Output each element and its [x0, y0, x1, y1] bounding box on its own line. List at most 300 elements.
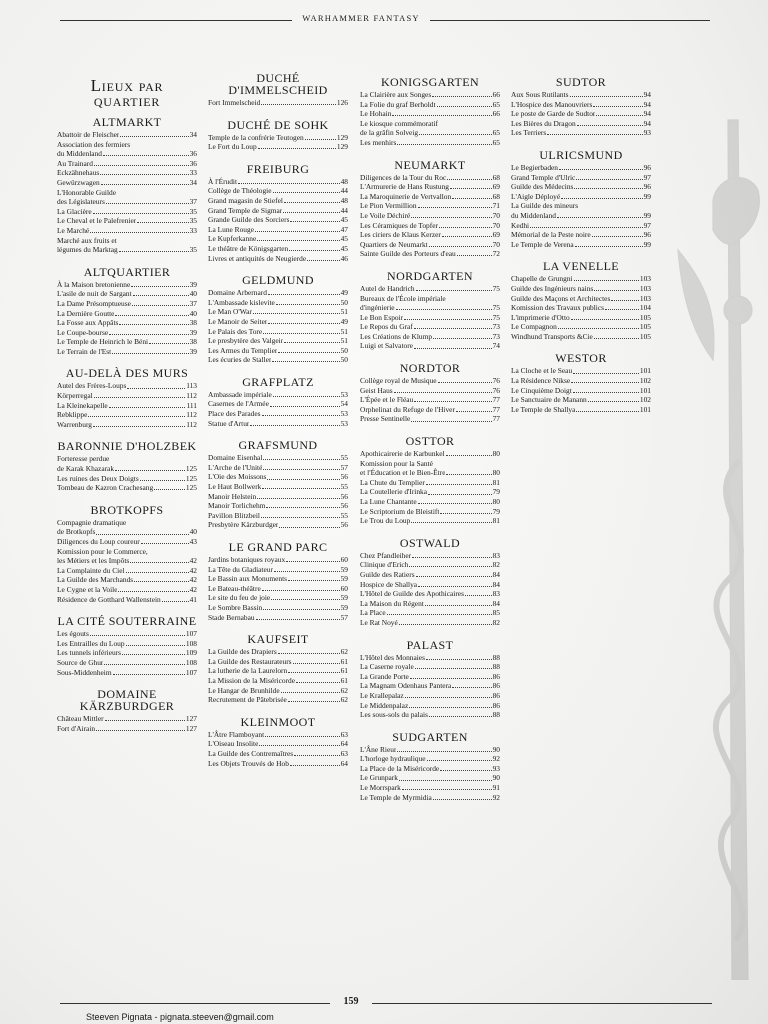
index-entry	[57, 518, 197, 528]
dot-leader	[267, 479, 339, 480]
entry-name: La lutherie de la Laurelorn	[208, 666, 288, 676]
column-2	[208, 72, 348, 779]
entry-name: Grand Temple d'Ulric	[511, 172, 576, 182]
dot-leader	[561, 198, 642, 199]
dot-leader	[392, 115, 491, 116]
entry-name: Place des Parades	[208, 409, 261, 419]
entry-page: 94	[643, 99, 651, 109]
dot-leader	[530, 227, 643, 228]
index-entry	[208, 186, 348, 196]
index-entry	[511, 173, 651, 183]
dot-leader	[115, 315, 188, 316]
entry-name: Autel des Frères-Loups	[57, 381, 127, 391]
index-entry	[57, 140, 197, 150]
dot-leader	[288, 672, 339, 673]
district-section	[57, 504, 197, 604]
entry-name: Résidence de Gotthard Wallenstein	[57, 594, 161, 604]
entry-page: 35	[189, 216, 197, 226]
entry-name: Le Cheval et le Palefrenier	[57, 216, 137, 226]
entry-name: Le Sombre Bassin	[208, 602, 263, 612]
entry-name: Le presbytère des Valgeir	[208, 336, 284, 346]
index-entry	[511, 322, 651, 332]
index-entry	[57, 289, 197, 299]
index-entry	[511, 366, 651, 376]
index-entry	[511, 274, 651, 284]
district-section	[511, 352, 651, 414]
district-heading: NORDTOR	[399, 361, 461, 376]
dot-leader	[402, 789, 492, 790]
entry-name: La Complainte du Ciel	[57, 565, 125, 575]
entry-page: 60	[340, 583, 348, 593]
dot-leader	[290, 765, 340, 766]
dot-leader	[411, 421, 491, 422]
index-entry	[360, 487, 500, 497]
entry-name: Au Trainard	[57, 158, 93, 168]
index-entry	[57, 381, 197, 391]
dot-leader	[570, 96, 643, 97]
index-entry	[208, 511, 348, 521]
index-entry	[360, 662, 500, 672]
district-heading: OSTTOR	[405, 434, 455, 449]
dot-leader	[257, 240, 339, 241]
dot-leader	[263, 609, 339, 610]
index-entry	[57, 575, 197, 585]
index-entry	[360, 230, 500, 240]
entry-page: 99	[643, 210, 651, 220]
entry-name: Livres et antiquités de Neugierde	[208, 253, 307, 263]
index-entry	[57, 556, 197, 566]
index-entry	[57, 236, 197, 246]
dot-leader	[262, 488, 339, 489]
dot-leader	[259, 745, 339, 746]
index-entry	[360, 449, 500, 459]
entry-name: La Guilde des Drapiers	[208, 647, 277, 657]
serpent-coil	[716, 460, 743, 940]
entry-name: L'Armurerie de Hans Rustung	[360, 182, 449, 192]
entry-name: La Dame Présomptueuse	[57, 298, 131, 308]
entry-name: Grand Temple de Sigmar	[208, 205, 283, 215]
entry-page: 49	[340, 316, 348, 326]
index-entry	[360, 90, 500, 100]
district-section	[208, 716, 348, 768]
dot-leader	[414, 401, 491, 402]
index-entry	[360, 468, 500, 478]
entry-page: 105	[639, 322, 651, 332]
entry-page: 42	[189, 584, 197, 594]
dot-leader	[574, 280, 639, 281]
entry-page: 88	[492, 662, 500, 672]
column-4	[511, 76, 651, 425]
entry-page: 51	[340, 307, 348, 317]
dot-leader	[263, 469, 339, 470]
entry-page: 77	[492, 395, 500, 405]
entry-page: 45	[340, 243, 348, 253]
dot-leader	[103, 155, 189, 156]
entry-page: 63	[340, 729, 348, 739]
entry-name: L'Ambassade kislevite	[208, 297, 275, 307]
entry-page: 69	[492, 230, 500, 240]
entry-page: 33	[189, 168, 197, 178]
entry-page: 33	[189, 225, 197, 235]
entry-page: 42	[189, 565, 197, 575]
entry-page: 105	[639, 312, 651, 322]
index-entry	[208, 307, 348, 317]
district-section	[208, 541, 348, 622]
dot-leader	[397, 751, 491, 752]
dot-leader	[307, 260, 340, 261]
index-entry	[208, 336, 348, 346]
index-entry	[511, 201, 651, 211]
dot-leader	[286, 561, 339, 562]
entry-page: 96	[643, 182, 651, 192]
entry-page: 83	[492, 550, 500, 560]
entry-name: Forteresse perdue	[57, 454, 110, 464]
entry-name: Le kiosque commémoratif	[360, 118, 438, 128]
entry-page: 50	[340, 355, 348, 365]
index-entry	[208, 676, 348, 686]
dot-leader	[456, 411, 492, 412]
entry-name: Diligences de la Tour du Roc	[360, 172, 447, 182]
index-entry	[208, 453, 348, 463]
district-heading: KAUFSEIT	[247, 632, 309, 647]
index-entry	[360, 497, 500, 507]
entry-name: de la grâfin Solveig	[360, 128, 419, 138]
index-entry	[57, 410, 197, 420]
entry-name: Eckzähnehaus	[57, 168, 100, 178]
district-heading: BROTKOPFS	[90, 502, 164, 517]
index-entry	[57, 299, 197, 309]
illustration-art	[678, 120, 759, 980]
entry-page: 93	[492, 763, 500, 773]
index-entry	[208, 492, 348, 502]
index-entry	[360, 109, 500, 119]
entry-name: Warrenburg	[57, 419, 92, 429]
index-entry	[360, 395, 500, 405]
entry-page: 59	[340, 574, 348, 584]
entry-page: 61	[340, 656, 348, 666]
index-entry	[360, 516, 500, 526]
district-section	[360, 731, 500, 803]
footer-rule-left	[60, 1003, 330, 1004]
index-entry	[57, 149, 197, 159]
entry-name: Le Krallepalaz	[360, 690, 404, 700]
entry-name: d'ingénierie	[360, 303, 395, 313]
entry-page: 97	[643, 172, 651, 182]
entry-name: Manoir Helstein	[208, 491, 257, 501]
index-entry	[57, 168, 197, 178]
entry-name: La Fosse aux Appâts	[57, 318, 119, 328]
entry-page: 38	[189, 318, 197, 328]
dot-leader	[271, 599, 339, 600]
entry-page: 41	[189, 594, 197, 604]
entry-name: Gewürzwagen	[57, 177, 100, 187]
index-entry	[208, 133, 348, 143]
entry-page: 73	[492, 322, 500, 332]
index-entry	[57, 159, 197, 169]
index-entry	[57, 318, 197, 328]
dot-leader	[126, 572, 189, 573]
index-entry	[360, 570, 500, 580]
index-entry	[511, 128, 651, 138]
entry-page: 62	[340, 695, 348, 705]
entry-page: 82	[492, 617, 500, 627]
dot-leader	[100, 174, 188, 175]
entry-name: La Cloche et le Seau	[511, 366, 573, 376]
dot-leader	[272, 361, 339, 362]
entry-page: 99	[643, 239, 651, 249]
entry-page: 82	[492, 560, 500, 570]
entry-page: 125	[185, 473, 197, 483]
entry-page: 57	[340, 612, 348, 622]
entry-name: Le Sanctuaire de Manann	[511, 395, 587, 405]
district-heading: DUCHÉ DE SOHK	[227, 117, 329, 132]
dot-leader	[283, 212, 339, 213]
entry-page: 60	[340, 555, 348, 564]
dot-leader	[399, 624, 492, 625]
entry-page: 72	[492, 249, 500, 259]
district-heading: OSTWALD	[399, 535, 461, 550]
entry-name: Les Créations de Klump	[360, 331, 433, 341]
entry-page: 65	[492, 137, 500, 147]
entry-name: L'Hôtel de Guilde des Apothicaires	[360, 589, 464, 599]
district-section	[57, 266, 197, 357]
dot-leader	[263, 333, 339, 334]
entry-page: 79	[492, 506, 500, 516]
dot-leader	[262, 415, 340, 416]
entry-name: les Métiers et les Impôts	[57, 556, 130, 566]
dot-leader	[588, 401, 639, 402]
index-entry	[208, 177, 348, 187]
index-entry	[208, 666, 348, 676]
index-entry	[360, 793, 500, 803]
entry-page: 101	[639, 366, 651, 376]
dot-leader	[439, 227, 492, 228]
dot-leader	[127, 388, 185, 389]
entry-name: La Lune Rouge	[208, 224, 254, 234]
entry-name: Le Grunpark	[360, 773, 398, 783]
entry-name: Les Entrailles du Loup	[57, 638, 125, 648]
district-section	[511, 149, 651, 249]
district-section	[208, 439, 348, 530]
index-entry	[511, 376, 651, 386]
index-entry	[208, 555, 348, 565]
dot-leader	[293, 663, 340, 664]
entry-name: L'Hospice des Manouvriers	[511, 99, 593, 109]
dot-leader	[268, 323, 339, 324]
entry-page: 70	[492, 239, 500, 249]
entry-page: 57	[340, 462, 348, 472]
entry-page: 68	[492, 172, 500, 182]
dot-leader	[276, 304, 340, 305]
district-heading: FREIBURG	[246, 161, 310, 176]
index-entry	[57, 420, 197, 430]
index-entry	[208, 730, 348, 740]
column-3-sections	[360, 76, 500, 802]
dot-leader	[576, 411, 639, 412]
index-entry	[208, 346, 348, 356]
index-entry	[57, 595, 197, 605]
district-section	[208, 163, 348, 263]
dot-leader	[289, 250, 339, 251]
index-entry	[208, 142, 348, 152]
index-entry	[360, 589, 500, 599]
dot-leader	[426, 484, 492, 485]
entry-page: 99	[643, 191, 651, 201]
entry-page: 112	[186, 410, 197, 420]
dot-leader	[394, 392, 492, 393]
entry-name: La Kleinekapelle	[57, 400, 108, 410]
entry-page: 103	[639, 274, 651, 284]
entry-page: 80	[492, 449, 500, 459]
index-entry	[57, 207, 197, 217]
district-section	[511, 76, 651, 138]
dot-leader	[296, 682, 340, 683]
index-entry	[360, 745, 500, 755]
entry-name: du Middenland	[57, 149, 102, 159]
entry-name: Collège de Théologie	[208, 186, 272, 196]
entry-name: Grande Guilde des Sorciers	[208, 215, 290, 225]
index-entry	[208, 463, 348, 473]
entry-name: L'horloge hydraulique	[360, 754, 426, 764]
entry-name: L'Aigle Déployé	[511, 191, 561, 201]
district-heading: ULRICSMUND	[539, 147, 623, 162]
dot-leader	[281, 692, 340, 693]
entry-name: Casernes de l'Armée	[208, 399, 269, 409]
entry-name: Guilde des Médecins	[511, 182, 574, 192]
index-entry	[360, 211, 500, 221]
entry-name: Le Hangar de Brunhilde	[208, 685, 280, 695]
entry-page: 86	[492, 700, 500, 710]
entry-page: 64	[340, 758, 348, 768]
entry-name: La Glacière	[57, 206, 92, 216]
dot-leader	[432, 96, 491, 97]
entry-name: La Guilde des mineurs	[511, 201, 579, 211]
entry-name: La Maison du Régent	[360, 598, 424, 608]
running-header	[0, 8, 768, 36]
dot-leader	[274, 571, 340, 572]
index-entry	[360, 332, 500, 342]
dot-leader	[137, 222, 188, 223]
entry-name: La Tête du Gladiateur	[208, 564, 273, 574]
dot-leader	[438, 382, 492, 383]
entry-name: Apothicairerie de Karbunkel	[360, 449, 445, 459]
index-entry	[57, 337, 197, 347]
entry-page: 47	[340, 224, 348, 234]
entry-name: Pavillon Blitzbeil	[208, 510, 260, 520]
district-heading: LA VENELLE	[542, 259, 620, 274]
index-entry	[208, 657, 348, 667]
entry-name: La Coutellerie d'Irinka	[360, 487, 427, 497]
dot-leader	[268, 294, 340, 295]
entry-name: Le Cygne et la Voile	[57, 584, 118, 594]
entry-page: 103	[639, 293, 651, 303]
index-entry	[208, 759, 348, 769]
entry-page: 79	[492, 487, 500, 497]
page-title	[57, 78, 197, 108]
entry-name: L'Hôtel des Monnaies	[360, 652, 425, 662]
dot-leader	[262, 590, 340, 591]
index-entry	[208, 98, 348, 108]
entry-name: Abattoir de Fleischer	[57, 130, 120, 139]
dot-leader	[412, 557, 492, 558]
entry-name: La Guilde des Marchands	[57, 575, 134, 585]
entry-name: du Middenland	[511, 210, 556, 220]
entry-page: 88	[492, 710, 500, 720]
entry-name: Rebklippe	[57, 410, 88, 420]
entry-page: 129	[336, 142, 348, 152]
index-entry	[511, 386, 651, 396]
dot-leader	[250, 425, 339, 426]
entry-page: 61	[340, 675, 348, 685]
entry-name: Chapelle de Grungni	[511, 274, 573, 284]
dot-leader	[418, 207, 492, 208]
index-entry	[208, 390, 348, 400]
dot-leader	[288, 701, 340, 702]
entry-name: La Place de la Miséricorde	[360, 763, 440, 773]
district-section	[57, 615, 197, 677]
index-entry	[360, 173, 500, 183]
entry-name: Tombeau de Kazron Crachesang	[57, 483, 154, 493]
entry-name: Les égouts	[57, 629, 89, 639]
entry-name: La Guilde des Contremaîtres	[208, 748, 294, 758]
entry-page: 55	[340, 482, 348, 492]
entry-name: Le Scriptorium de Bleistift	[360, 506, 440, 516]
index-entry	[360, 754, 500, 764]
dot-leader	[433, 338, 492, 339]
entry-page: 62	[340, 647, 348, 657]
entry-name: La Lune Chantante	[360, 497, 417, 506]
entry-page: 61	[340, 666, 348, 676]
credit-line: Steeven Pignata - pignata.steeven@gmail.com	[86, 1012, 274, 1022]
entry-name: Source de Ghur	[57, 657, 104, 667]
entry-name: Le Bassin aux Monuments	[208, 574, 288, 584]
entry-page: 101	[639, 385, 651, 395]
entry-name: des Législateurs	[57, 197, 105, 207]
entry-name: Jardins botaniques royaux	[208, 555, 286, 564]
entry-name: La Résidence Nikse	[511, 376, 571, 386]
dot-leader	[428, 494, 492, 495]
dot-leader	[305, 139, 336, 140]
index-entry	[57, 309, 197, 319]
entry-name: Marché aux fruits et	[57, 235, 117, 245]
entry-page: 48	[340, 176, 348, 186]
dot-leader	[126, 645, 185, 646]
index-entry	[511, 313, 651, 323]
dot-leader	[425, 605, 492, 606]
entry-name: Le Palais des Tore	[208, 326, 263, 336]
entry-page: 55	[340, 453, 348, 463]
index-entry	[360, 701, 500, 711]
entry-name: Les Céramiques de Topfer	[360, 220, 438, 230]
dot-leader	[577, 125, 643, 126]
index-entry	[511, 395, 651, 405]
index-entry	[57, 245, 197, 255]
entry-page: 36	[189, 158, 197, 168]
entry-name: La Caserne royale	[360, 662, 414, 672]
index-entry	[360, 608, 500, 618]
entry-page: 59	[340, 593, 348, 603]
staff	[728, 120, 748, 980]
district-section	[511, 260, 651, 341]
entry-name: Le Haut Bollwerk	[208, 482, 262, 492]
entry-name: La Guilde des Restaurateurs	[208, 656, 292, 666]
entry-page: 86	[492, 690, 500, 700]
entry-name: Le Middenpalaz	[360, 700, 409, 710]
entry-name: Le Bateau-théâtre	[208, 583, 261, 593]
entry-name: La Chute du Templier	[360, 477, 425, 487]
entry-page: 39	[189, 279, 197, 289]
index-entry	[511, 163, 651, 173]
